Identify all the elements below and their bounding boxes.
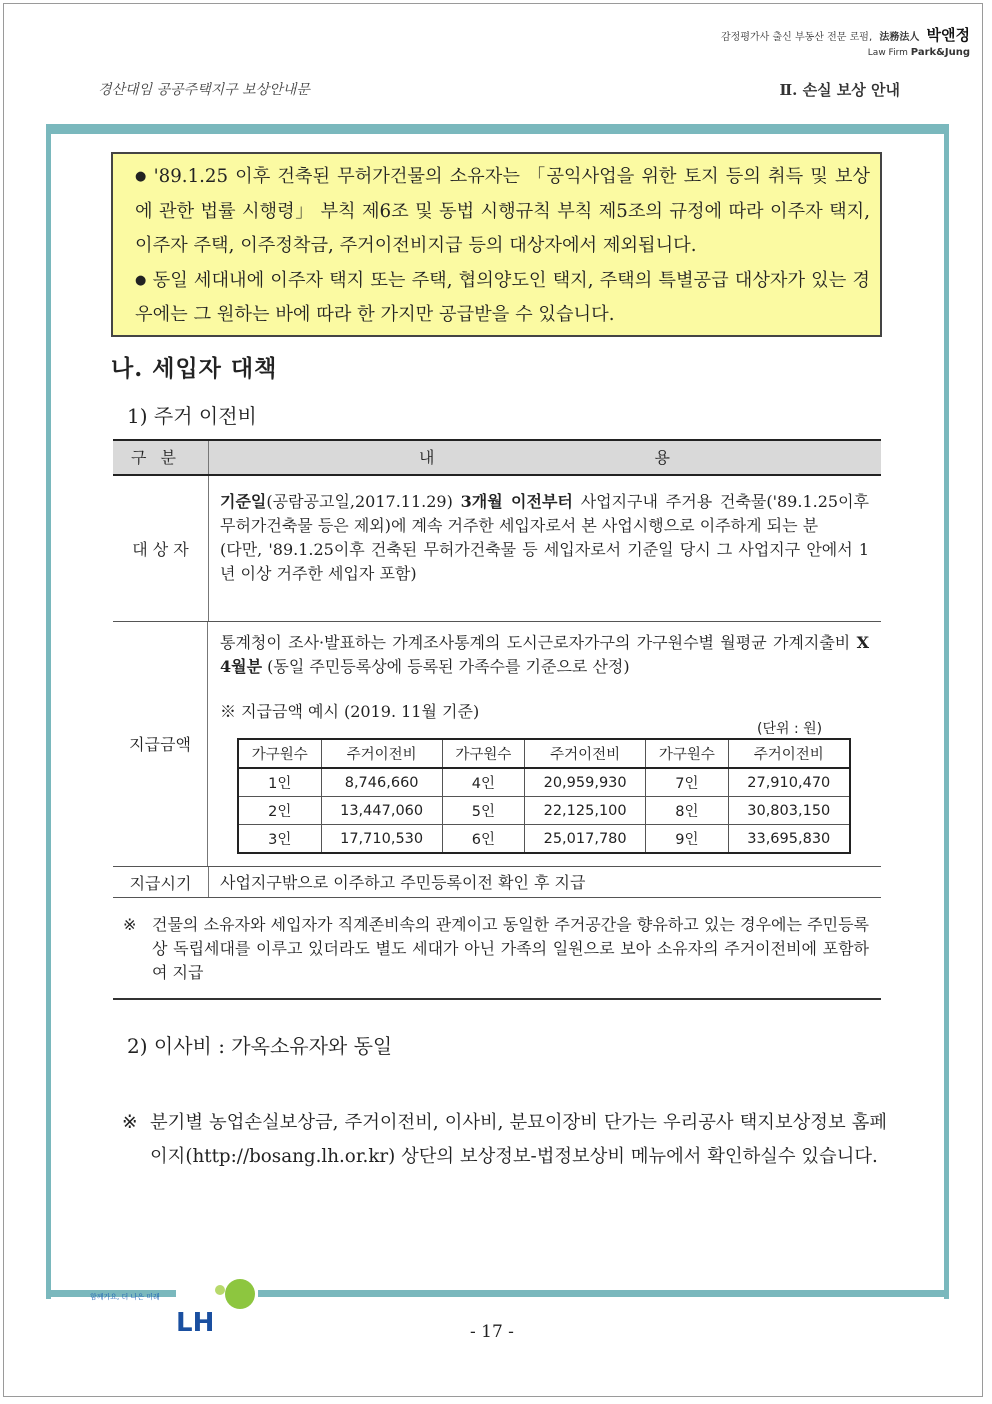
page-number: - 17 - <box>470 1322 514 1342</box>
firm-en-prefix: Law Firm <box>867 48 908 58</box>
amount-cell: 1인 <box>238 768 321 797</box>
amount-cell: 6인 <box>442 825 524 854</box>
amount-cell: 20,959,930 <box>525 768 646 797</box>
amount-cell: 25,017,780 <box>525 825 646 854</box>
amount-cell: 7인 <box>646 768 728 797</box>
amount-cell: 8,746,660 <box>321 768 442 797</box>
firm-name: 박앤정 <box>926 26 970 44</box>
notice-item: ● 동일 세대내에 이주자 택지 또는 주택, 협의양도인 택지, 주택의 특별공급 대상자가 있는 경우에는 그 원하는 바에 따라 한 가지만 공급받을 수 있습니다. <box>135 269 870 325</box>
amount-col-header: 가구원수 <box>442 739 524 768</box>
amount-col-header: 주거이전비 <box>321 739 442 768</box>
row-label: 대 상 자 <box>113 476 209 621</box>
bullet-icon: ● <box>135 169 148 184</box>
amount-col-header: 가구원수 <box>238 739 321 768</box>
footnote-website: ※ 분기별 농업손실보상금, 주거이전비, 이사비, 분묘이장비 단가는 우리공사 택지보상정보 홈페이지(http://bosang.lh.or.kr) 상단의 보상정보-법정보상비 메뉴에서 확인하실수 있습니다. <box>122 1106 887 1174</box>
amount-cell: 33,695,830 <box>728 825 850 854</box>
firm-en-name: Park&Jung <box>910 47 970 58</box>
amount-cell: 30,803,150 <box>728 797 850 825</box>
amount-cell: 3인 <box>238 825 321 854</box>
amount-cell: 5인 <box>442 797 524 825</box>
reference-mark: ※ <box>123 915 137 934</box>
table-row <box>238 797 850 825</box>
amount-cell: 13,447,060 <box>321 797 442 825</box>
table-row <box>238 825 850 854</box>
amount-col-header: 주거이전비 <box>525 739 646 768</box>
amount-table-header <box>238 739 850 768</box>
unit-label: (단위 : 원) <box>757 721 823 737</box>
lh-logo <box>176 1276 266 1336</box>
amount-cell: 4인 <box>442 768 524 797</box>
header-content: 내 용 <box>419 448 670 467</box>
reference-mark: ※ <box>122 1112 138 1133</box>
amount-cell: 22,125,100 <box>525 797 646 825</box>
amount-example-note: ※ 지급금액 예시 (2019. 11월 기준) <box>220 702 480 721</box>
amount-cell: 8인 <box>646 797 728 825</box>
row-content: 통계청이 조사·발표하는 가계조사통계의 도시근로자가구의 가구원수별 월평균 가계지출비 X 4월분 (동일 주민등록상에 등록된 가족수를 기준으로 산정) <box>220 633 869 676</box>
notice-box <box>111 152 882 337</box>
row-content: 사업지구밖으로 이주하고 주민등록이전 확인 후 지급 <box>220 873 586 892</box>
row-label: 지급시기 <box>113 867 209 897</box>
amount-cell: 9인 <box>646 825 728 854</box>
row-label: 지급금액 <box>113 622 208 866</box>
bullet-icon: ● <box>135 272 147 288</box>
firm-hanja: 法務法人 <box>879 32 920 43</box>
document-title: 경산대임 공공주택지구 보상안내문 <box>98 82 310 98</box>
table-row-eligible <box>113 476 881 622</box>
section-heading-tenant: 나. 세입자 대책 <box>111 355 278 382</box>
lh-slogan: 함께가요, 더 나은 미래 <box>90 1293 160 1301</box>
amount-col-header: 가구원수 <box>646 739 728 768</box>
logo-green-circle <box>225 1279 255 1309</box>
header-category: 구분 <box>113 441 209 474</box>
amount-cell: 27,910,470 <box>728 768 850 797</box>
table-header <box>113 439 881 476</box>
amount-cell: 2인 <box>238 797 321 825</box>
logo-text: LH <box>176 1308 215 1336</box>
notice-item: ● '89.1.25 이후 건축된 무허가건물의 소유자는 「공익사업을 위한 토지 등의 취득 및 보상에 관한 법률 시행령」 부칙 제6조 및 동법 시행규칙 부칙 제5조의 규정에 따라 이주자 택지, 이주자 주택, 이주정착금, 주거이전비지급 등의 대상자에서 제외됩니다. <box>135 166 870 256</box>
row-content: 기준일(공람공고일,2017.11.29) 3개월 이전부터 사업지구내 주거용 건축물('89.1.25이후 무허가건축물 등은 제외)에 계속 거주한 세입자로서 본 사업시행으로 이주하게 되는 분 (다만, '89.1.25이후 건축된 무허가건축물 등 세입자로서 기준일 당시 그 사업지구 안에서 1년 이상 거주한 세입자 포함) <box>220 492 869 583</box>
table-row-timing <box>113 867 881 898</box>
law-firm-header <box>721 24 970 58</box>
amount-table <box>237 738 851 854</box>
table-row <box>238 768 850 797</box>
amount-col-header: 주거이전비 <box>728 739 850 768</box>
subheading-moving-cost: 2) 이사비 : 가옥소유자와 동일 <box>127 1034 393 1058</box>
section-title: Ⅱ. 손실 보상 안내 <box>779 81 900 99</box>
divider <box>113 998 881 1000</box>
subheading-relocation-cost: 1) 주거 이전비 <box>127 404 257 428</box>
logo-small-circle <box>215 1285 225 1295</box>
amount-cell: 17,710,530 <box>321 825 442 854</box>
footnote-family: ※ 건물의 소유자와 세입자가 직계존비속의 관계이고 동일한 주거공간을 향유하고 있는 경우에는 주민등록상 독립세대를 이루고 있더라도 별도 세대가 아닌 가족의 일원으로 보아 소유자의 주거이전비에 포함하여 지급 <box>123 915 869 982</box>
frame-bottom-right <box>258 1290 949 1297</box>
firm-tagline: 감정평가사 출신 부동산 전문 로펌, <box>721 32 873 43</box>
